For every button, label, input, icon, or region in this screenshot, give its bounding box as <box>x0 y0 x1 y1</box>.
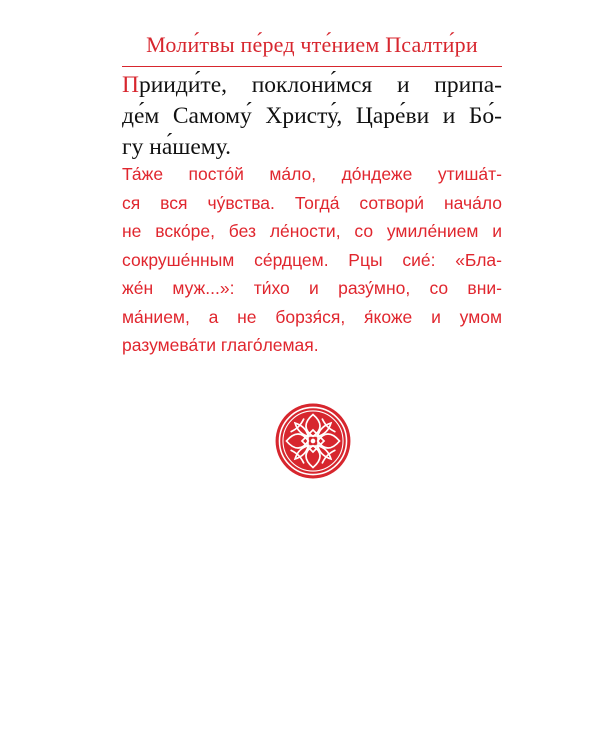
running-title: Моли́твы пе́ред чте́нием Псалти́ри <box>146 32 478 57</box>
prayer-text <box>122 70 502 163</box>
rubric-line: же́н муж...»: ти́хо и разу́мно, со вни- <box>122 278 502 298</box>
celtic-knot-medallion-icon <box>274 402 352 480</box>
red-initial-letter: П <box>122 72 139 98</box>
rubric-line: не вско́ре, без ле́ности, со умиле́нием и <box>122 221 502 241</box>
rubric-line: ма́нием, а не борзя́ся, я́коже и умом <box>122 306 502 327</box>
rubric-instructions <box>122 160 502 360</box>
header-rule <box>122 66 502 67</box>
prayer-line-1 <box>122 70 502 101</box>
rubric-line: сокруше́нным се́рдцем. Рцы сие́: «Бла- <box>122 249 502 270</box>
prayer-line-1-text: рииди́те, поклони́мся и припа- <box>138 72 502 98</box>
rubric-line: ся вся чу́вства. Тогда́ сотвори́ нача́ло <box>122 192 502 213</box>
prayer-line-3: гу на́шему. <box>122 134 231 160</box>
rubric-line: Та́же посто́й ма́ло, до́ндеже утиша́т- <box>122 164 502 184</box>
prayer-line-2: де́м Самому́ Христу́, Царе́ви и Бо́- <box>122 103 502 129</box>
rubric-line: разумева́ти глаго́лемая. <box>122 335 319 355</box>
